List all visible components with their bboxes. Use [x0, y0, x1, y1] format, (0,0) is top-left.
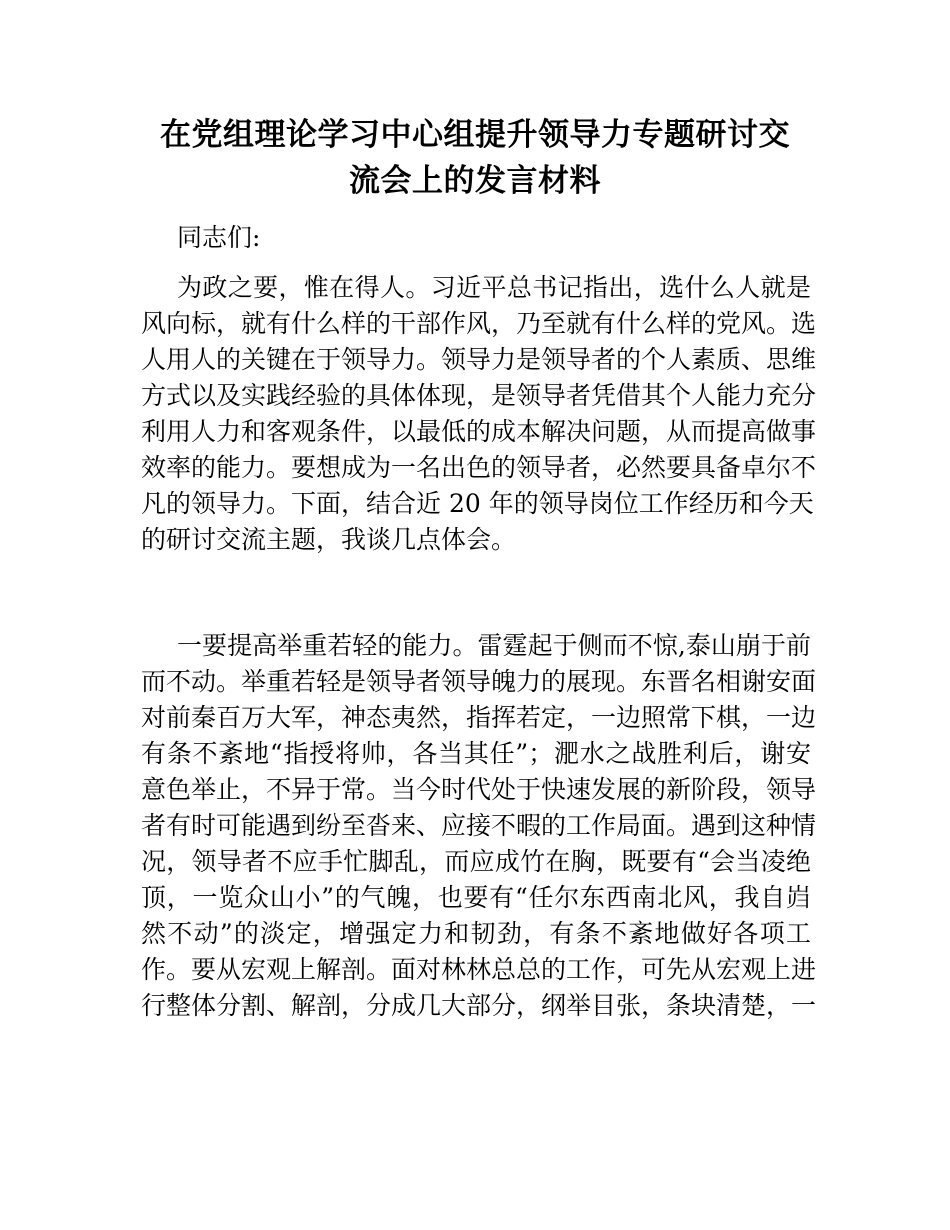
paragraph-line: 顶，一览众山小”的气魄，也要有“任尔东西南北风，我自岿: [141, 883, 811, 912]
paragraph-line: 风向标，就有什么样的干部作风，乃至就有什么样的党风。选: [141, 309, 817, 338]
paragraph-line: 况，领导者不应手忙脚乱，而应成竹在胸，既要有“会当凌绝: [141, 847, 811, 876]
paragraph-line: 效率的能力。要想成为一名出色的领导者，必然要具备卓尔不: [141, 453, 817, 482]
paragraph-point-one: [141, 628, 817, 1024]
paragraph-line: 的研讨交流主题，我谈几点体会。: [141, 525, 517, 554]
paragraph-line: 凡的领导力。下面，结合近 20 年的领导岗位工作经历和今天: [141, 489, 814, 518]
paragraph-line: 为政之要，惟在得人。习近平总书记指出，选什么人就是: [177, 273, 811, 302]
salutation: [141, 220, 811, 256]
paragraph-intro: [141, 270, 817, 558]
paragraph-line: 而不动。举重若轻是领导者领导魄力的展现。东晋名相谢安面: [141, 667, 817, 696]
paragraph-line: 有条不紊地“指授将帅，各当其任”；淝水之战胜利后，谢安: [141, 739, 811, 768]
paragraph-line: 作。要从宏观上解剖。面对林林总总的工作，可先从宏观上进: [141, 955, 817, 984]
title-line: 流会上的发言材料: [349, 163, 601, 199]
paragraph-line: 者有时可能遇到纷至沓来、应接不暇的工作局面。遇到这种情: [141, 811, 817, 840]
paragraph-line: 方式以及实践经验的具体体现，是领导者凭借其个人能力充分: [141, 381, 817, 410]
paragraph-line: 一要提高举重若轻的能力。雷霆起于侧而不惊,泰山崩于前: [177, 631, 811, 660]
document-title: [140, 112, 810, 204]
paragraph-line: 利用人力和客观条件，以最低的成本解决问题，从而提高做事: [141, 417, 817, 446]
paragraph-line: 人用人的关键在于领导力。领导力是领导者的个人素质、思维: [141, 345, 817, 374]
paragraph-line: 行整体分割、解剖，分成几大部分，纲举目张，条块清楚，一: [141, 991, 817, 1020]
paragraph-line: 对前秦百万大军，神态夷然，指挥若定，一边照常下棋，一边: [141, 703, 817, 732]
title-line: 在党组理论学习中心组提升领导力专题研讨交: [160, 117, 790, 153]
paragraph-line: 意色举止，不异于常。当今时代处于快速发展的新阶段，领导: [141, 775, 817, 804]
paragraph-line: 然不动”的淡定，增强定力和韧劲，有条不紊地做好各项工: [141, 919, 811, 948]
salutation-text: 同志们:: [177, 223, 261, 252]
